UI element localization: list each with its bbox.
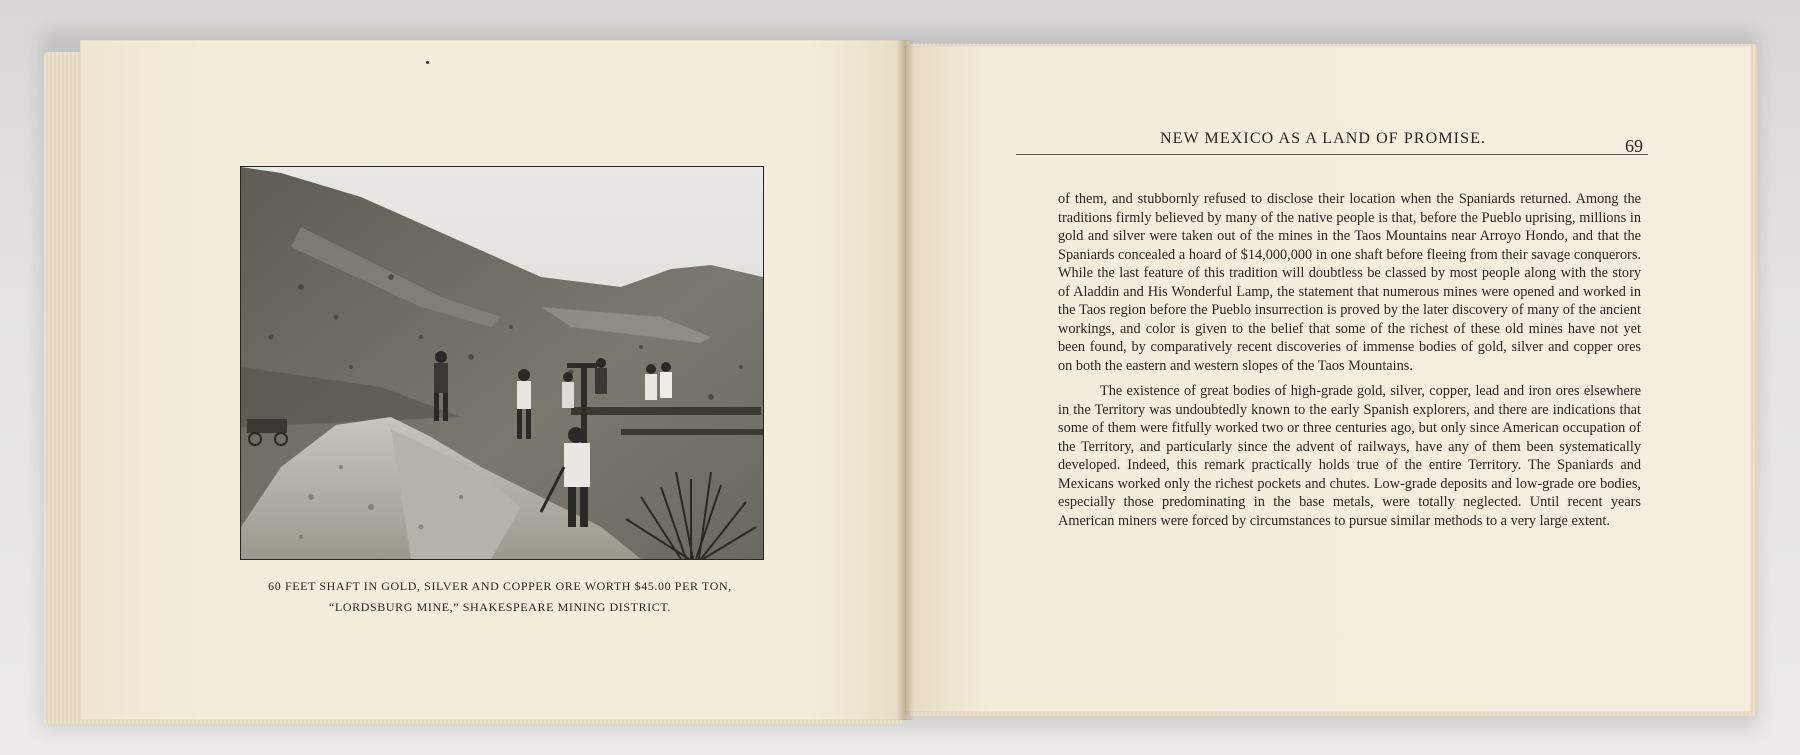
body-text: [1058, 190, 1641, 530]
caption-line-2: “LORDSBURG MINE,” SHAKESPEARE MINING DISTRICT.: [328, 600, 672, 614]
running-head-rule: [1016, 130, 1648, 155]
photo-caption: [220, 576, 780, 618]
ink-speck: [426, 61, 429, 64]
running-title: NEW MEXICO AS A LAND OF PROMISE.: [1160, 130, 1487, 147]
page-number: 69: [1625, 136, 1643, 156]
mining-photograph: [240, 166, 764, 560]
book-gutter: [896, 40, 914, 720]
mining-photo-icon: [241, 167, 763, 559]
caption-line-1: 60 FEET SHAFT IN GOLD, SILVER AND COPPER ORE WORTH $45.00 PER TON,: [268, 579, 732, 593]
paragraph-2: The existence of great bodies of high-grade gold, silver, copper, lead and iron ores elsewhere in the Territory was undoubtedly known to the early Spanish explorers, and there are indications that some of them were fitfully worked two or three centuries ago, but only since American occupation of the Territory, and particularly since the advent of railways, have any of them been systematically developed. Indeed, this remark practically holds true of the entire Territory. The Spaniards and Mexicans worked only the richest pockets and chutes. Low-grade deposits and low-grade ore bodies, especially those predominating in the base metals, were totally neglected. Until recent years American miners were forced by circumstances to pursue similar methods to a very large extent.: [1058, 383, 1641, 529]
paragraph-1: of them, and stubbornly refused to disclose their location when the Spaniards returned. Among the traditions firmly believed by many of the native people is that, before the Pueblo uprising, millions in gold and silver were taken out of the mines in the Taos Mountains near Arroyo Hondo, and that the Spaniards concealed a hoard of $14,000,000 in one shaft before fleeing from their savage conquerors. While the last feature of this tradition will doubtless be classed by most people along with the story of Aladdin and His Wonderful Lamp, the statement that numerous mines were opened and worked in the Taos region before the Pueblo insurrection is proved by the later discovery of many of the ancient workings, and color is given to the belief that some of the richest of these old mines have not yet been found, by comparatively recent discoveries of immense bodies of gold, silver and copper ores on both the eastern and western slopes of the Taos Mountains.: [1058, 191, 1641, 374]
